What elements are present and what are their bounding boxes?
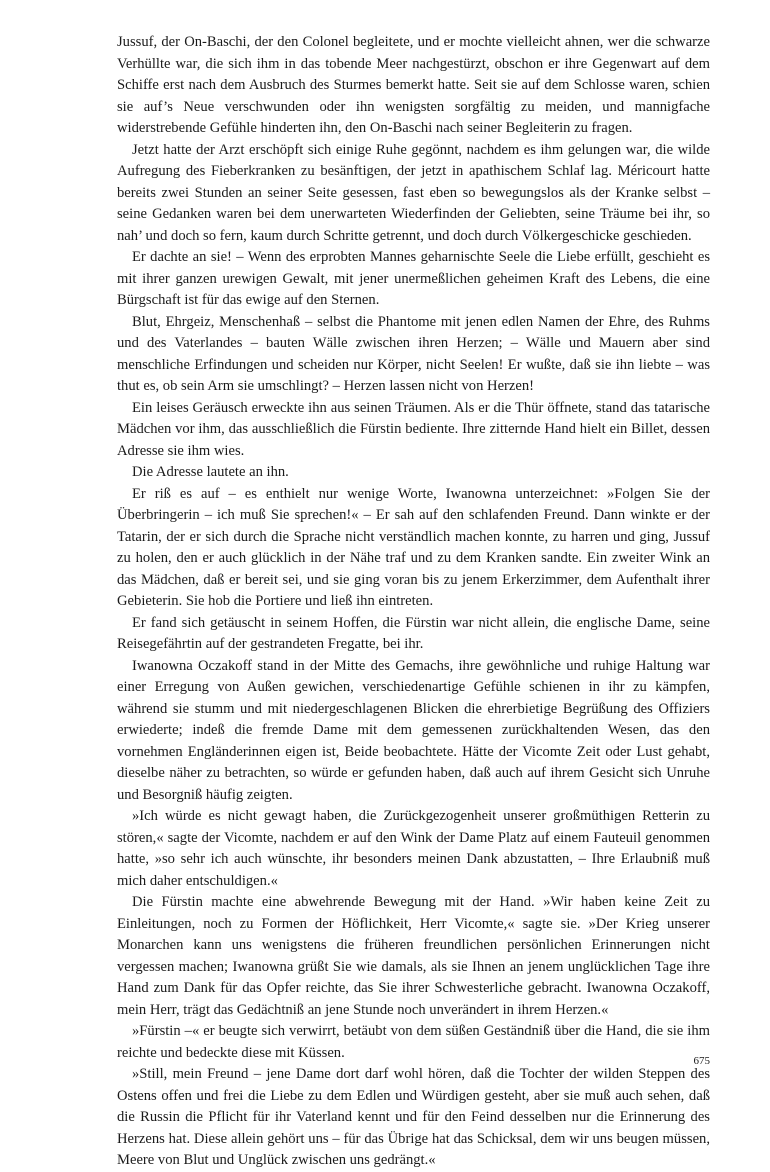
paragraph: Die Fürstin machte eine abwehrende Bewegung mit der Hand. »Wir haben keine Zeit zu Einleitungen, noch zu Formen der Höflichkeit, Herr Vicomte,« sagte sie. »Der Krieg unserer Monarchen kann uns wenigstens die früheren freundlichen persönlichen Erinnerungen nicht vergessen machen; Iwanowna grüßt Sie wie damals, als sie Ihnen an jenem unglücklichen Tage ihre Hand zum Dank für das Opfer reichte, das Sie ihrer Schwesterliche gebracht. Iwanowna Oczakoff, mein Herr, trägt das Gedächtniß an jene Stunde noch unverändert in ihrem Herzen.« <box>117 894 710 1018</box>
paragraph: Iwanowna Oczakoff stand in der Mitte des Gemachs, ihre gewöhnliche und ruhige Haltung war einer Erregung von Außen gewichen, verschiedenartige Gefühle schienen in ihr zu kämpfen, während sie stumm und mit niedergeschlagenen Blicken die ehrerbietige Begrüßung des Offiziers erwiederte; indeß die fremde Dame mit dem gemessenen zurückhaltenden Wesen, das den vornehmen Engländerinnen eigen ist, Beide beobachtete. Hätte der Vicomte Zeit oder Lust gehabt, dieselbe näher zu betrachten, so würde er gefunden haben, daß auch auf ihrem Gesicht sich Unruhe und Besorgniß häufig zeigten. <box>117 657 710 803</box>
paragraph: »Still, mein Freund – jene Dame dort darf wohl hören, daß die Tochter der wilden Steppen des Ostens offen und frei die Liebe zu dem Edlen und Würdigen gesteht, aber sie muß auch sehen, daß die Russin die Pflicht für ihr Vaterland kennt und für den Feind desselben nur die Erinnerung des Herzens hat. Diese allein gehört uns – für das Übrige hat das Schicksal, dem wir uns beugen müssen, Meere von Blut und Unglück zwischen uns gedrängt.« <box>117 1066 710 1168</box>
paragraph: Jetzt hatte der Arzt erschöpft sich einige Ruhe gegönnt, nachdem es ihm gelungen war, die wilde Aufregung des Fieberkranken zu besänftigen, der jetzt in apathischem Schlaf lag. Méricourt hatte bereits zwei Stunden an seiner Seite gesessen, fast eben so bewegungslos als der Kranke selbst – seine Gedanken waren bei dem unerwarteten Wiederfinden der Geliebten, seine Träume bei ihr, so nah’ und doch so fern, kaum durch Schritte getrennt, und doch durch Völkergeschicke geschieden. <box>117 141 710 244</box>
paragraph: Blut, Ehrgeiz, Menschenhaß – selbst die Phantome mit jenen edlen Namen der Ehre, des Ruhms und des Vaterlandes – bauten Wälle zwischen ihren Herzen; – Wälle und Mauern aber sind menschliche Erfindungen und scheiden nur Körper, nicht Seelen! Er wußte, daß sie ihn liebte – was thut es, ob sein Arm sie umschlingt? – Herzen lassen nicht von Herzen! <box>117 313 710 394</box>
paragraph: »Ich würde es nicht gewagt haben, die Zurückgezogenheit unserer großmüthigen Retterin zu stören,« sagte der Vicomte, nachdem er auf den Wink der Dame Platz auf einem Fauteuil genommen hatte, »so sehr ich auch wünschte, ihr besonders meinen Dank abzustatten, – Ihre Erlaubniß muß mich daher entschuldigen.« <box>117 808 710 889</box>
paragraph: Er dachte an sie! – Wenn des erprobten Mannes geharnischte Seele die Liebe erfüllt, geschieht es mit ihrer ganzen urewigen Gewalt, mit jener unermeßlichen geheimen Kraft des Lebens, die eine Bürgschaft ist für das ewige auf den Sternen. <box>117 249 710 308</box>
paragraph: Jussuf, der On-Baschi, der den Colonel begleitete, und er mochte vielleicht ahnen, wer die schwarze Verhüllte war, die sich ihm in das tobende Meer nachgestürzt, obschon er ihre Gegenwart auf dem Schiffe erst nach dem Ausbruch des Sturmes bemerkt hatte. Seit sie auf dem Schlosse waren, schien sie auf’s Neue verschwunden oder ihn wenigsten sorgfältig zu meiden, und mannigfache widerstrebende Gefühle hinderten ihn, den On-Baschi nach seiner Begleiterin zu fragen. <box>117 34 710 136</box>
paragraph: Die Adresse lautete an ihn. <box>132 464 289 480</box>
paragraph: Ein leises Geräusch erweckte ihn aus seinen Träumen. Als er die Thür öffnete, stand das tatarische Mädchen vor ihm, das ausschließlich die Fürstin bediente. Ihre zitternde Hand hielt ein Billet, dessen Adresse sie ihm wies. <box>117 399 710 459</box>
paragraph: Er riß es auf – es enthielt nur wenige Worte, Iwanowna unterzeichnet: »Folgen Sie der Überbringerin – ich muß Sie sprechen!« – Er sah auf den schlafenden Freund. Dann winkte er der Tatarin, der er sich durch die Sprache nicht verständlich machen konnte, zu harren und ging, Jussuf zu holen, den er auch glücklich in der Nähe traf und zu dem Kranken sandte. Ein zweiter Wink an das Mädchen, daß er bereit sei, und sie ging voran bis zu jenem Erkerzimmer, dem Aufenthalt ihrer Gebieterin. Sie hob die Portiere und ließ ihn eintreten. <box>117 485 710 609</box>
paragraph: Er fand sich getäuscht in seinem Hoffen, die Fürstin war nicht allein, die englische Dame, seine Reisegefährtin auf der gestrandeten Fregatte, bei ihr. <box>117 614 710 652</box>
paragraph: »Fürstin –« er beugte sich verwirrt, betäubt von dem süßen Geständniß über die Hand, die sie ihm reichte und bedeckte diese mit Küssen. <box>117 1023 710 1061</box>
page-body <box>117 32 710 1172</box>
page-number: 675 <box>693 1055 710 1067</box>
